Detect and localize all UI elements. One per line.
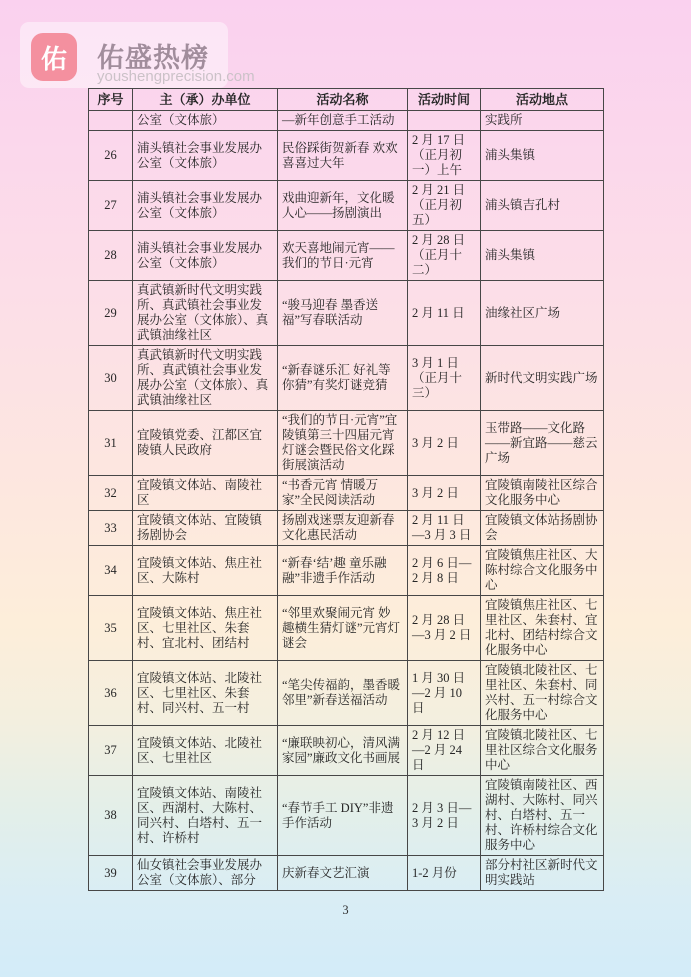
- cell-time: 2 月 11 日: [408, 281, 481, 346]
- table-row: [89, 411, 604, 476]
- cell-unit: 宜陵镇文体站、宜陵镇扬剧协会: [133, 511, 278, 546]
- cell-time: 2 月 17 日（正月初一）上午: [408, 131, 481, 181]
- cell-place: 玉带路——文化路——新宜路——慈云广场: [481, 411, 604, 476]
- cell-place: 浦头集镇: [481, 131, 604, 181]
- cell-no: 31: [89, 411, 133, 476]
- cell-no: 35: [89, 596, 133, 661]
- cell-place: 宜陵镇北陵社区、七里社区综合文化服务中心: [481, 726, 604, 776]
- cell-name: “春节手工 DIY”非遗手作活动: [278, 776, 408, 856]
- table-row: [89, 856, 604, 891]
- cell-no: 38: [89, 776, 133, 856]
- table-body: [89, 111, 604, 891]
- cell-time: [408, 111, 481, 131]
- cell-name: 戏曲迎新年，文化暖人心——扬剧演出: [278, 181, 408, 231]
- cell-unit: 宜陵镇文体站、北陵社区、七里社区: [133, 726, 278, 776]
- cell-place: 宜陵镇南陵社区、西湖村、大陈村、同兴村、白塔村、五一村、许桥村综合文化服务中心: [481, 776, 604, 856]
- table-row: [89, 596, 604, 661]
- table-row: [89, 726, 604, 776]
- cell-unit: 浦头镇社会事业发展办公室（文体旅）: [133, 231, 278, 281]
- cell-unit: 宜陵镇文体站、焦庄社区、大陈村: [133, 546, 278, 596]
- cell-unit: 宜陵镇文体站、北陵社区、七里社区、朱套村、同兴村、五一村: [133, 661, 278, 726]
- cell-no: 36: [89, 661, 133, 726]
- cell-place: 新时代文明实践广场: [481, 346, 604, 411]
- cell-no: [89, 111, 133, 131]
- cell-unit: 宜陵镇党委、江都区宜陵镇人民政府: [133, 411, 278, 476]
- cell-time: 2 月 11 日—3 月 3 日: [408, 511, 481, 546]
- table-row: [89, 661, 604, 726]
- cell-time: 2 月 28 日—3 月 2 日: [408, 596, 481, 661]
- cell-unit: 仙女镇社会事业发展办公室（文体旅）、部分: [133, 856, 278, 891]
- cell-place: 宜陵镇焦庄社区、大陈村综合文化服务中心: [481, 546, 604, 596]
- cell-place: 宜陵镇北陵社区、七里社区、朱套村、同兴村、五一村综合文化服务中心: [481, 661, 604, 726]
- cell-no: 32: [89, 476, 133, 511]
- table-row: [89, 111, 604, 131]
- cell-name: “书香元宵 情暖万家”全民阅读活动: [278, 476, 408, 511]
- cell-time: 3 月 1 日（正月十三）: [408, 346, 481, 411]
- cell-unit: 真武镇新时代文明实践所、真武镇社会事业发展办公室（文体旅）、真武镇油缘社区: [133, 281, 278, 346]
- watermark-text: youshengprecision.com: [97, 68, 255, 85]
- cell-time: 2 月 12 日—2 月 24 日: [408, 726, 481, 776]
- cell-no: 26: [89, 131, 133, 181]
- cell-unit: 宜陵镇文体站、南陵社区: [133, 476, 278, 511]
- cell-place: 浦头集镇: [481, 231, 604, 281]
- cell-name: “邻里欢聚闹元宵 妙趣横生猜灯谜”元宵灯谜会: [278, 596, 408, 661]
- cell-name: 欢天喜地闹元宵——我们的节日·元宵: [278, 231, 408, 281]
- cell-time: 3 月 2 日: [408, 411, 481, 476]
- cell-no: 28: [89, 231, 133, 281]
- cell-place: 实践所: [481, 111, 604, 131]
- cell-name: “廉联映初心，清风满家园”廉政文化书画展: [278, 726, 408, 776]
- column-header-place: 活动地点: [481, 89, 604, 111]
- cell-name: —新年创意手工活动: [278, 111, 408, 131]
- table-header-row: [89, 89, 604, 111]
- table-row: [89, 476, 604, 511]
- table-row: [89, 131, 604, 181]
- cell-name: 庆新春文艺汇演: [278, 856, 408, 891]
- cell-time: 1 月 30 日—2 月 10 日: [408, 661, 481, 726]
- column-header-unit: 主（承）办单位: [133, 89, 278, 111]
- cell-name: “笔尖传福韵，墨香暖邻里”新春送福活动: [278, 661, 408, 726]
- cell-no: 33: [89, 511, 133, 546]
- cell-time: 2 月 28 日（正月十二）: [408, 231, 481, 281]
- cell-unit: 公室（文体旅）: [133, 111, 278, 131]
- cell-time: 2 月 6 日—2 月 8 日: [408, 546, 481, 596]
- cell-name: “骏马迎春 墨香送福”写春联活动: [278, 281, 408, 346]
- cell-no: 29: [89, 281, 133, 346]
- table-row: [89, 776, 604, 856]
- column-header-name: 活动名称: [278, 89, 408, 111]
- logo-text: 佑: [40, 43, 67, 74]
- cell-unit: 浦头镇社会事业发展办公室（文体旅）: [133, 181, 278, 231]
- table-row: [89, 546, 604, 596]
- cell-no: 30: [89, 346, 133, 411]
- cell-place: 宜陵镇焦庄社区、七里社区、朱套村、宜北村、团结村综合文化服务中心: [481, 596, 604, 661]
- cell-unit: 真武镇新时代文明实践所、真武镇社会事业发展办公室（文体旅）、真武镇油缘社区: [133, 346, 278, 411]
- cell-unit: 浦头镇社会事业发展办公室（文体旅）: [133, 131, 278, 181]
- table-row: [89, 181, 604, 231]
- table-row: [89, 281, 604, 346]
- activity-table: [88, 88, 604, 891]
- cell-no: 37: [89, 726, 133, 776]
- cell-no: 34: [89, 546, 133, 596]
- cell-name: “我们的节日·元宵”宜陵镇第三十四届元宵灯谜会暨民俗文化踩街展演活动: [278, 411, 408, 476]
- cell-unit: 宜陵镇文体站、焦庄社区、七里社区、朱套村、宜北村、团结村: [133, 596, 278, 661]
- column-header-no: 序号: [89, 89, 133, 111]
- table-row: [89, 231, 604, 281]
- cell-place: 宜陵镇南陵社区综合文化服务中心: [481, 476, 604, 511]
- table-row: [89, 346, 604, 411]
- cell-time: 1-2 月份: [408, 856, 481, 891]
- logo-icon: [31, 33, 77, 81]
- cell-no: 39: [89, 856, 133, 891]
- cell-place: 浦头镇吉孔村: [481, 181, 604, 231]
- cell-place: 油缘社区广场: [481, 281, 604, 346]
- cell-time: 2 月 3 日—3 月 2 日: [408, 776, 481, 856]
- cell-name: “新春谜乐汇 好礼等你猜”有奖灯谜竞猜: [278, 346, 408, 411]
- table-row: [89, 511, 604, 546]
- cell-no: 27: [89, 181, 133, 231]
- cell-time: 3 月 2 日: [408, 476, 481, 511]
- cell-time: 2 月 21 日（正月初五）: [408, 181, 481, 231]
- page-number: 3: [342, 903, 349, 917]
- cell-name: “新春‘结’趣 童乐融融”非遗手作活动: [278, 546, 408, 596]
- page-title: 佑盛热榜: [97, 43, 209, 73]
- column-header-time: 活动时间: [408, 89, 481, 111]
- cell-unit: 宜陵镇文体站、南陵社区、西湖村、大陈村、同兴村、白塔村、五一村、许桥村: [133, 776, 278, 856]
- cell-name: 扬剧戏迷票友迎新春文化惠民活动: [278, 511, 408, 546]
- cell-place: 宜陵镇文体站扬剧协会: [481, 511, 604, 546]
- cell-name: 民俗踩街贺新春 欢欢喜喜过大年: [278, 131, 408, 181]
- cell-place: 部分村社区新时代文明实践站: [481, 856, 604, 891]
